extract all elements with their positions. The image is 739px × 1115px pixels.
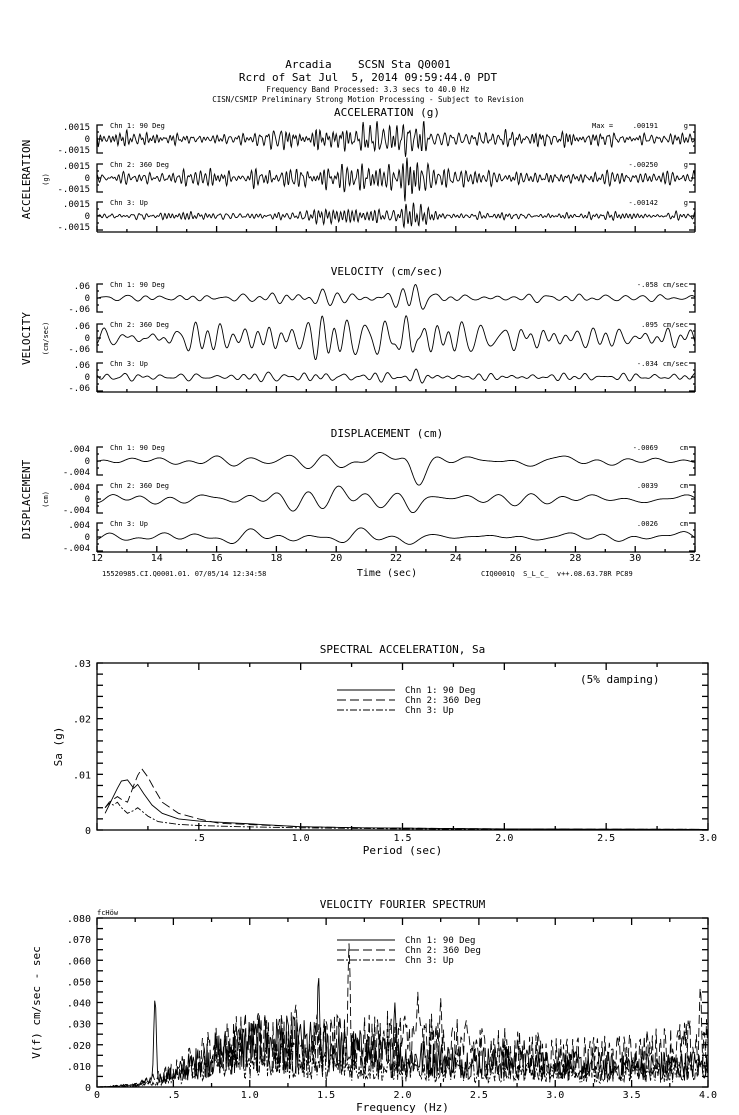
channel-peak-value: .095 (641, 321, 658, 329)
velocity-panel (20, 265, 695, 394)
legend-label: Chn 1: 90 Deg (405, 936, 476, 946)
x-tick-label: 1.0 (291, 833, 310, 844)
y-tick-label: 0 (84, 495, 90, 505)
channel-axis-bracket (97, 125, 103, 153)
spectral-acceleration-chart (52, 643, 717, 857)
channel-trace (97, 158, 695, 202)
panel-title: VELOCITY (cm/sec) (330, 265, 444, 278)
x-tick-label: 4.0 (698, 1090, 718, 1101)
panel-y-unit: (g) (42, 173, 50, 186)
x-tick-label: 2.5 (597, 833, 616, 844)
channel-unit: cm/sec (662, 281, 688, 289)
y-tick-label: .0015 (62, 200, 90, 210)
corner-label: fcHöw (97, 909, 119, 917)
y-axis-label: Sa (g) (52, 726, 65, 767)
legend-label: Chn 2: 360 Deg (405, 696, 481, 706)
channel-axis-bracket (97, 485, 103, 513)
channel-unit: cm (679, 482, 688, 490)
channel-name: Chn 1: 90 Deg (110, 444, 165, 452)
chart-title: SPECTRAL ACCELERATION, Sa (319, 643, 486, 656)
channel-unit: cm/sec (662, 321, 688, 329)
y-tick-label: 0 (84, 457, 90, 467)
y-tick-label: .004 (68, 445, 90, 455)
y-tick-label: .0015 (62, 123, 90, 133)
frequency-band: Frequency Band Processed: 3.3 secs to 40.0 Hz (266, 85, 470, 94)
channel-name: Chn 1: 90 Deg (110, 281, 165, 289)
y-tick-label: .01 (72, 770, 91, 782)
sa-series-line (105, 780, 708, 830)
channel-trace-group (68, 360, 695, 394)
channel-peak-value: -.00250 (628, 161, 658, 169)
y-tick-label: 0 (84, 533, 90, 543)
legend-label: Chn 3: Up (405, 706, 454, 716)
channel-peak-value: .0039 (636, 482, 658, 490)
channel-trace (97, 528, 695, 544)
channel-trace-group (57, 121, 695, 157)
time-axis-label: Time (sec) (356, 568, 418, 579)
channel-axis-bracket (689, 485, 695, 513)
y-tick-label: .06 (73, 361, 90, 371)
time-tick-label: 14 (150, 553, 163, 564)
y-tick-label: .070 (66, 935, 91, 947)
channel-unit: g (683, 161, 688, 169)
channel-peak-value: .0026 (636, 520, 658, 528)
x-tick-label: 3.0 (698, 833, 718, 844)
channel-trace-group (57, 199, 695, 233)
channel-trace (97, 369, 695, 383)
y-tick-label: .060 (66, 956, 91, 968)
y-tick-label: .06 (73, 282, 90, 292)
y-axis-label: V(f) cm/sec - sec (30, 946, 43, 1059)
time-tick-label: 22 (389, 553, 403, 564)
channel-trace-group (63, 444, 695, 485)
time-tick-label: 12 (90, 553, 104, 564)
y-tick-label: 0 (84, 334, 90, 344)
panel-y-label: ACCELERATION (20, 139, 33, 220)
displacement-panel (20, 427, 701, 564)
record-line: Rcrd of Sat Jul 5, 2014 09:59:44.0 PDT (238, 71, 498, 84)
y-tick-label: .02 (72, 714, 91, 726)
channel-name: Chn 2: 360 Deg (110, 482, 170, 490)
y-tick-label: .020 (66, 1040, 91, 1052)
sa-series-line (105, 802, 708, 829)
panel-y-unit: (cm) (42, 491, 50, 508)
y-tick-label: .030 (66, 1019, 91, 1031)
y-tick-label: .040 (66, 998, 91, 1010)
y-tick-label: .03 (72, 659, 91, 670)
panel-y-label: DISPLACEMENT (20, 459, 33, 540)
channel-peak-value: .00191 (632, 122, 658, 130)
plot-frame (97, 663, 708, 830)
channel-trace-group (68, 281, 695, 315)
time-tick-label: 24 (449, 553, 462, 564)
x-tick-label: 1.5 (317, 1090, 336, 1101)
damping-annotation: (5% damping) (580, 673, 660, 686)
channel-unit: g (683, 199, 688, 207)
y-tick-label: 0 (84, 294, 90, 304)
time-axis-footer (102, 568, 633, 579)
peak-label: Max = (592, 122, 614, 130)
y-tick-label: 0 (84, 135, 90, 145)
x-tick-label: 1.0 (240, 1090, 259, 1101)
y-tick-label: .004 (68, 483, 90, 493)
time-tick-label: 32 (688, 553, 702, 564)
time-tick-label: 18 (270, 553, 283, 564)
panel-title: DISPLACEMENT (cm) (330, 427, 444, 440)
channel-name: Chn 3: Up (110, 199, 148, 207)
channel-axis-bracket (689, 125, 695, 153)
x-axis-label: Frequency (Hz) (356, 1101, 449, 1114)
station-line: Arcadia SCSN Sta Q0001 (285, 58, 451, 71)
x-tick-label: 2.0 (495, 833, 514, 844)
legend-label: Chn 1: 90 Deg (405, 686, 476, 696)
processing-code: CIQ0001Q S_L_C_ v++.08.63.78R PC89 (481, 570, 633, 578)
channel-trace (97, 453, 695, 486)
time-tick-label: 30 (629, 553, 642, 564)
x-tick-label: 0 (93, 1090, 101, 1101)
channel-unit: cm (679, 520, 688, 528)
channel-peak-value: -.0069 (632, 444, 658, 452)
y-tick-label: -.004 (62, 506, 90, 516)
y-tick-label: .0015 (62, 162, 90, 172)
report-header (212, 58, 524, 104)
chart-title: VELOCITY FOURIER SPECTRUM (319, 898, 486, 911)
y-tick-label: -.0015 (57, 146, 90, 156)
y-tick-label: .050 (66, 977, 91, 989)
channel-axis-bracket (689, 284, 695, 312)
panel-y-unit: (cm/sec) (42, 321, 50, 356)
time-tick-label: 26 (509, 553, 522, 564)
channel-unit: g (683, 122, 688, 130)
legend-label: Chn 2: 360 Deg (405, 946, 481, 956)
velocity-fourier-spectrum-chart (30, 898, 717, 1114)
record-id: 15520985.CI.Q0001.01. 07/05/14 12:34:58 (102, 570, 267, 578)
time-tick-label: 16 (210, 553, 223, 564)
time-tick-label: 20 (330, 553, 343, 564)
y-tick-label: 0 (84, 826, 91, 837)
channel-peak-value: -.034 (636, 360, 658, 368)
x-tick-label: 3.0 (546, 1090, 565, 1101)
channel-axis-bracket (97, 363, 103, 391)
channel-trace-group (68, 316, 695, 360)
channel-trace-group (63, 520, 695, 554)
channel-trace (97, 316, 695, 360)
channel-peak-value: -.00142 (628, 199, 658, 207)
channel-trace-group (63, 482, 695, 516)
channel-peak-value: -.058 (636, 281, 658, 289)
y-tick-label: -.004 (62, 468, 90, 478)
channel-name: Chn 3: Up (110, 360, 148, 368)
panel-title: ACCELERATION (g) (334, 106, 440, 119)
y-tick-label: -.0015 (57, 185, 90, 195)
channel-unit: cm/sec (662, 360, 688, 368)
x-axis-label: Period (sec) (362, 844, 443, 857)
y-tick-label: -.0015 (57, 223, 90, 233)
y-tick-label: .06 (73, 322, 90, 332)
x-tick-label: .5 (167, 1090, 180, 1101)
channel-name: Chn 2: 360 Deg (110, 321, 170, 329)
y-tick-label: .080 (66, 914, 91, 925)
legend-label: Chn 3: Up (405, 956, 454, 966)
x-tick-label: 1.5 (393, 833, 412, 844)
channel-name: Chn 3: Up (110, 520, 148, 528)
y-tick-label: -.004 (62, 544, 90, 554)
channel-name: Chn 1: 90 Deg (110, 122, 165, 130)
x-tick-label: 2.5 (469, 1090, 488, 1101)
channel-trace-group (57, 158, 695, 202)
y-tick-label: -.06 (68, 305, 90, 315)
channel-trace (97, 203, 695, 227)
time-tick-label: 28 (569, 553, 582, 564)
disclaimer: CISN/CSMIP Preliminary Strong Motion Processing - Subject to Revision (212, 95, 524, 104)
y-tick-label: 0 (84, 1083, 91, 1094)
y-tick-label: -.06 (68, 384, 90, 394)
channel-trace (97, 486, 695, 512)
y-tick-label: .010 (66, 1061, 91, 1073)
y-tick-label: -.06 (68, 345, 90, 355)
x-tick-label: .5 (192, 833, 205, 844)
x-tick-label: 3.5 (622, 1090, 641, 1101)
acceleration-panel (20, 106, 695, 233)
seismogram-panels (20, 106, 701, 564)
y-tick-label: .004 (68, 521, 90, 531)
y-tick-label: 0 (84, 373, 90, 383)
y-tick-label: 0 (84, 174, 90, 184)
x-tick-label: 2.0 (393, 1090, 412, 1101)
panel-y-label: VELOCITY (20, 312, 33, 365)
channel-name: Chn 2: 360 Deg (110, 161, 170, 169)
y-tick-label: 0 (84, 212, 90, 222)
channel-unit: cm (679, 444, 688, 452)
channel-trace (97, 285, 695, 310)
